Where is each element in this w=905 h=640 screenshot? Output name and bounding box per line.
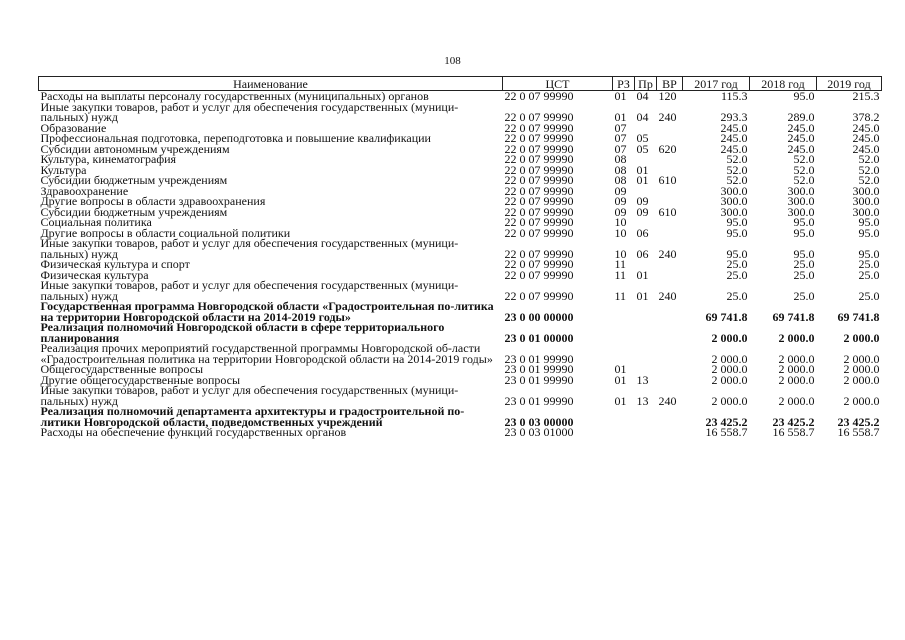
cell-name: Субсидии бюджетным учреждениям: [40, 173, 228, 187]
cell-2019: 215.3: [852, 89, 880, 103]
cell-name: Другие вопросы в области здравоохранения: [40, 194, 266, 208]
cell-rz: 11: [614, 257, 627, 271]
cell-name: Иные закупки товаров, работ и услуг для обеспечения государственных (муници-пальных) нужд: [40, 236, 459, 261]
cell-2018: 300.0: [787, 204, 815, 219]
cell-name: Расходы на выплаты персоналу государственных (муниципальных) органов: [40, 89, 429, 103]
cell-2019: 69 741.8: [837, 309, 880, 324]
cell-2018: 2 000.0: [778, 372, 815, 387]
cell-cst: 22 0 07 99990: [504, 89, 574, 103]
cell-cst: 23 0 03 01000: [504, 425, 574, 439]
cell-cst: 23 0 01 99990: [504, 362, 574, 376]
table-row: [39, 322, 882, 343]
cell-vr: 610: [658, 204, 677, 219]
cell-pr: 06: [636, 225, 649, 240]
cell-name: Реализация полномочий Новгородской области в сфере территориального планирования: [40, 320, 445, 345]
cell-2019: 25.0: [858, 257, 880, 271]
cell-rz: 09: [614, 194, 627, 208]
table-row: [39, 102, 882, 123]
cell-2017: 25.0: [726, 288, 748, 303]
cell-cst: 22 0 07 99990: [504, 225, 574, 240]
cell-2017: 95.0: [726, 225, 748, 240]
cell-2019: 2 000.0: [843, 362, 880, 376]
cell-rz: 01: [614, 110, 627, 124]
cell-2017: 25.0: [726, 257, 748, 271]
cell-2017: 115.3: [720, 89, 748, 103]
cell-rz: 07: [614, 120, 627, 135]
cell-2018: 289.0: [787, 110, 815, 124]
cell-2018: 16 558.7: [772, 425, 815, 439]
cell-rz: 01: [614, 393, 627, 408]
cell-2018: 25.0: [793, 288, 815, 303]
cell-rz: 11: [614, 267, 627, 282]
table-row: [39, 207, 882, 218]
cell-rz: 08: [614, 152, 627, 166]
cell-cst: 22 0 07 99990: [504, 152, 574, 166]
cell-2018: 2 000.0: [778, 351, 815, 366]
cell-vr: [657, 270, 683, 281]
cell-cst: 22 0 07 99990: [504, 267, 574, 282]
cell-pr: 04: [636, 110, 649, 124]
cell-name: Социальная политика: [40, 215, 152, 229]
cell-2019: 2 000.0: [843, 351, 880, 366]
cell-2019: 245.0: [852, 131, 880, 145]
table-body: [39, 91, 882, 438]
cell-2017: 245.0: [720, 141, 748, 156]
cell-2018: 95.0: [793, 89, 815, 103]
header-rz: РЗ: [613, 77, 635, 91]
cell-2018: 23 425.2: [772, 414, 815, 429]
cell-vr: [657, 406, 683, 427]
cell-vr: [657, 123, 683, 134]
cell-2017: 69 741.8: [705, 309, 748, 324]
cell-cst: 22 0 07 99990: [504, 288, 574, 303]
cell-name: Реализация прочих мероприятий государственной программы Новгородской об-ласти «Градостроительная политика на территории Новгородской области на 2014-2019 годы»: [40, 341, 493, 366]
cell-2017: 2 000.0: [711, 351, 748, 366]
cell-rz: 07: [614, 141, 627, 156]
cell-2018: 25.0: [793, 257, 815, 271]
cell-2018: 2 000.0: [778, 330, 815, 345]
cell-rz: [613, 322, 635, 343]
cell-name: Профессиональная подготовка, переподготовка и повышение квалификации: [40, 131, 431, 145]
cell-cst: 23 0 01 99990: [504, 372, 574, 387]
cell-name: Субсидии автономным учреждениям: [40, 141, 230, 156]
cell-name: Физическая культура и спорт: [40, 257, 190, 271]
cell-cst: 23 0 00 00000: [504, 309, 574, 324]
cell-vr: 120: [658, 89, 677, 103]
cell-rz: 09: [614, 183, 627, 198]
cell-vr: [657, 301, 683, 322]
cell-2018: 300.0: [787, 183, 815, 198]
cell-rz: 10: [614, 246, 627, 261]
cell-cst: 23 0 01 00000: [504, 330, 574, 345]
cell-pr: [635, 343, 657, 364]
table-row: [39, 280, 882, 301]
cell-vr: [657, 154, 683, 165]
cell-pr: [635, 301, 657, 322]
cell-vr: 240: [658, 110, 677, 124]
cell-2018: 52.0: [793, 173, 815, 187]
cell-name: Субсидии бюджетным учреждениям: [40, 204, 228, 219]
cell-2019: 25.0: [858, 267, 880, 282]
table-row: [39, 175, 882, 186]
cell-2019: 52.0: [858, 173, 880, 187]
cell-vr: [657, 343, 683, 364]
cell-pr: [635, 406, 657, 427]
cell-2018: 245.0: [787, 120, 815, 135]
cell-vr: 610: [658, 173, 677, 187]
cell-vr: [657, 186, 683, 197]
cell-2017: 23 425.2: [705, 414, 748, 429]
cell-name: Реализация полномочий департамента архитектуры и градостроительной по-литики Новгородской области, подведомственных учреждений: [40, 404, 465, 429]
cell-name: Здравоохранение: [40, 183, 129, 198]
cell-2017: 95.0: [726, 246, 748, 261]
cell-rz: 07: [614, 131, 627, 145]
cell-2018: 25.0: [793, 267, 815, 282]
cell-cst: 23 0 03 00000: [504, 414, 574, 429]
cell-2017: 300.0: [720, 194, 748, 208]
cell-vr: [657, 228, 683, 239]
cell-2019: 52.0: [858, 162, 880, 177]
header-2019: 2019 год: [817, 77, 882, 91]
cell-rz: 09: [614, 204, 627, 219]
cell-rz: [613, 427, 635, 438]
cell-2019: 95.0: [858, 225, 880, 240]
cell-pr: 13: [636, 393, 649, 408]
cell-2019: 2 000.0: [843, 330, 880, 345]
cell-2017: 52.0: [726, 162, 748, 177]
cell-pr: 13: [636, 372, 649, 387]
cell-2019: 378.2: [852, 110, 880, 124]
cell-2018: 95.0: [793, 225, 815, 240]
cell-2017: 95.0: [726, 215, 748, 229]
cell-2019: 2 000.0: [843, 393, 880, 408]
table-row: [39, 301, 882, 322]
cell-cst: 22 0 07 99990: [504, 162, 574, 177]
cell-pr: [635, 322, 657, 343]
cell-pr: 01: [636, 162, 649, 177]
cell-rz: 10: [614, 225, 627, 240]
cell-rz: 01: [614, 362, 627, 376]
cell-pr: 05: [636, 141, 649, 156]
cell-name: Образование: [40, 120, 107, 135]
cell-vr: 240: [658, 246, 677, 261]
table-row: [39, 343, 882, 364]
cell-2019: 52.0: [858, 152, 880, 166]
cell-vr: 240: [658, 288, 677, 303]
cell-2017: 25.0: [726, 267, 748, 282]
cell-2017: 300.0: [720, 204, 748, 219]
cell-name: Расходы на обеспечение функций государственных органов: [40, 425, 347, 439]
cell-name: Культура: [40, 162, 87, 177]
cell-2018: 245.0: [787, 141, 815, 156]
cell-rz: [613, 406, 635, 427]
cell-rz: 11: [614, 288, 627, 303]
cell-cst: 22 0 07 99990: [504, 204, 574, 219]
table-row: [39, 406, 882, 427]
cell-cst: 22 0 07 99990: [504, 194, 574, 208]
cell-2017: 293.3: [720, 110, 748, 124]
page-number: 108: [444, 55, 461, 67]
cell-2018: 69 741.8: [772, 309, 815, 324]
cell-2019: 245.0: [852, 120, 880, 135]
cell-rz: 08: [614, 173, 627, 187]
cell-vr: [657, 375, 683, 386]
cell-2017: 2 000.0: [711, 362, 748, 376]
cell-pr: 09: [636, 204, 649, 219]
cell-cst: 22 0 07 99990: [504, 141, 574, 156]
cell-rz: [613, 301, 635, 322]
cell-vr: [657, 364, 683, 375]
cell-pr: 04: [636, 89, 649, 103]
cell-pr: 01: [636, 267, 649, 282]
cell-pr: 01: [636, 173, 649, 187]
cell-name: Иные закупки товаров, работ и услуг для обеспечения государственных (муници-пальных) нужд: [40, 278, 459, 303]
cell-vr: [657, 217, 683, 228]
cell-2017: 52.0: [726, 152, 748, 166]
cell-rz: 01: [614, 372, 627, 387]
cell-2017: 2 000.0: [711, 330, 748, 345]
cell-2017: 16 558.7: [705, 425, 748, 439]
cell-2018: 2 000.0: [778, 362, 815, 376]
cell-2019: 300.0: [852, 183, 880, 198]
cell-vr: [657, 322, 683, 343]
table-row: [39, 238, 882, 259]
cell-name: Культура, кинематография: [40, 152, 177, 166]
cell-vr: [657, 259, 683, 270]
cell-name: Другие вопросы в области социальной политики: [40, 225, 291, 240]
cell-2019: 300.0: [852, 194, 880, 208]
cell-vr: 620: [658, 141, 677, 156]
cell-2018: 95.0: [793, 215, 815, 229]
cell-2018: 52.0: [793, 152, 815, 166]
cell-2019: 2 000.0: [843, 372, 880, 387]
cell-name: Другие общегосударственные вопросы: [40, 372, 241, 387]
cell-2019: 95.0: [858, 215, 880, 229]
cell-2018: 300.0: [787, 194, 815, 208]
cell-name: Физическая культура: [40, 267, 149, 282]
cell-rz: [613, 343, 635, 364]
cell-vr: 240: [658, 393, 677, 408]
header-2017: 2017 год: [683, 77, 750, 91]
cell-cst: 22 0 07 99990: [504, 246, 574, 261]
cell-name: Государственная программа Новгородской области «Градостроительная по-литика на территории Новгородской области на 2014-2019 годы»: [40, 299, 494, 324]
cell-2018: 2 000.0: [778, 393, 815, 408]
cell-cst: 22 0 07 99990: [504, 131, 574, 145]
cell-cst: 22 0 07 99990: [504, 183, 574, 198]
cell-2019: 25.0: [858, 288, 880, 303]
cell-2017: 2 000.0: [711, 372, 748, 387]
table-row: [39, 259, 882, 270]
cell-cst: 22 0 07 99990: [504, 215, 574, 229]
cell-2017: 245.0: [720, 131, 748, 145]
cell-2017: 2 000.0: [711, 393, 748, 408]
cell-2017: 52.0: [726, 173, 748, 187]
cell-rz: 01: [614, 89, 627, 103]
cell-2019: 95.0: [858, 246, 880, 261]
table-row: [39, 154, 882, 165]
cell-2018: 245.0: [787, 131, 815, 145]
cell-pr: [635, 427, 657, 438]
cell-vr: [657, 427, 683, 438]
cell-cst: 23 0 01 99990: [504, 351, 574, 366]
header-name: Наименование: [39, 77, 503, 91]
cell-2018: 52.0: [793, 162, 815, 177]
cell-2018: 95.0: [793, 246, 815, 261]
cell-name: Иные закупки товаров, работ и услуг для обеспечения государственных (муници-пальных) нужд: [40, 383, 459, 408]
cell-cst: 22 0 07 99990: [504, 120, 574, 135]
cell-2019: 300.0: [852, 204, 880, 219]
cell-rz: 08: [614, 162, 627, 177]
header-vr: ВР: [657, 77, 683, 91]
cell-2019: 245.0: [852, 141, 880, 156]
cell-cst: 23 0 01 99990: [504, 393, 574, 408]
budget-table: [38, 76, 882, 438]
header-pr: Пр: [635, 77, 657, 91]
cell-pr: 06: [636, 246, 649, 261]
header-cst: ЦСТ: [503, 77, 613, 91]
table-row: [39, 385, 882, 406]
cell-rz: 10: [614, 215, 627, 229]
cell-2019: 23 425.2: [837, 414, 880, 429]
cell-name: Общегосударственные вопросы: [40, 362, 204, 376]
cell-2019: 16 558.7: [837, 425, 880, 439]
cell-cst: 22 0 07 99990: [504, 257, 574, 271]
table-row: [39, 427, 882, 438]
header-2018: 2018 год: [750, 77, 817, 91]
cell-2017: 300.0: [720, 183, 748, 198]
cell-2017: 245.0: [720, 120, 748, 135]
cell-pr: 05: [636, 131, 649, 145]
cell-cst: 22 0 07 99990: [504, 110, 574, 124]
cell-pr: 09: [636, 194, 649, 208]
cell-pr: 01: [636, 288, 649, 303]
cell-cst: 22 0 07 99990: [504, 173, 574, 187]
cell-name: Иные закупки товаров, работ и услуг для обеспечения государственных (муници-пальных) нужд: [40, 99, 459, 124]
